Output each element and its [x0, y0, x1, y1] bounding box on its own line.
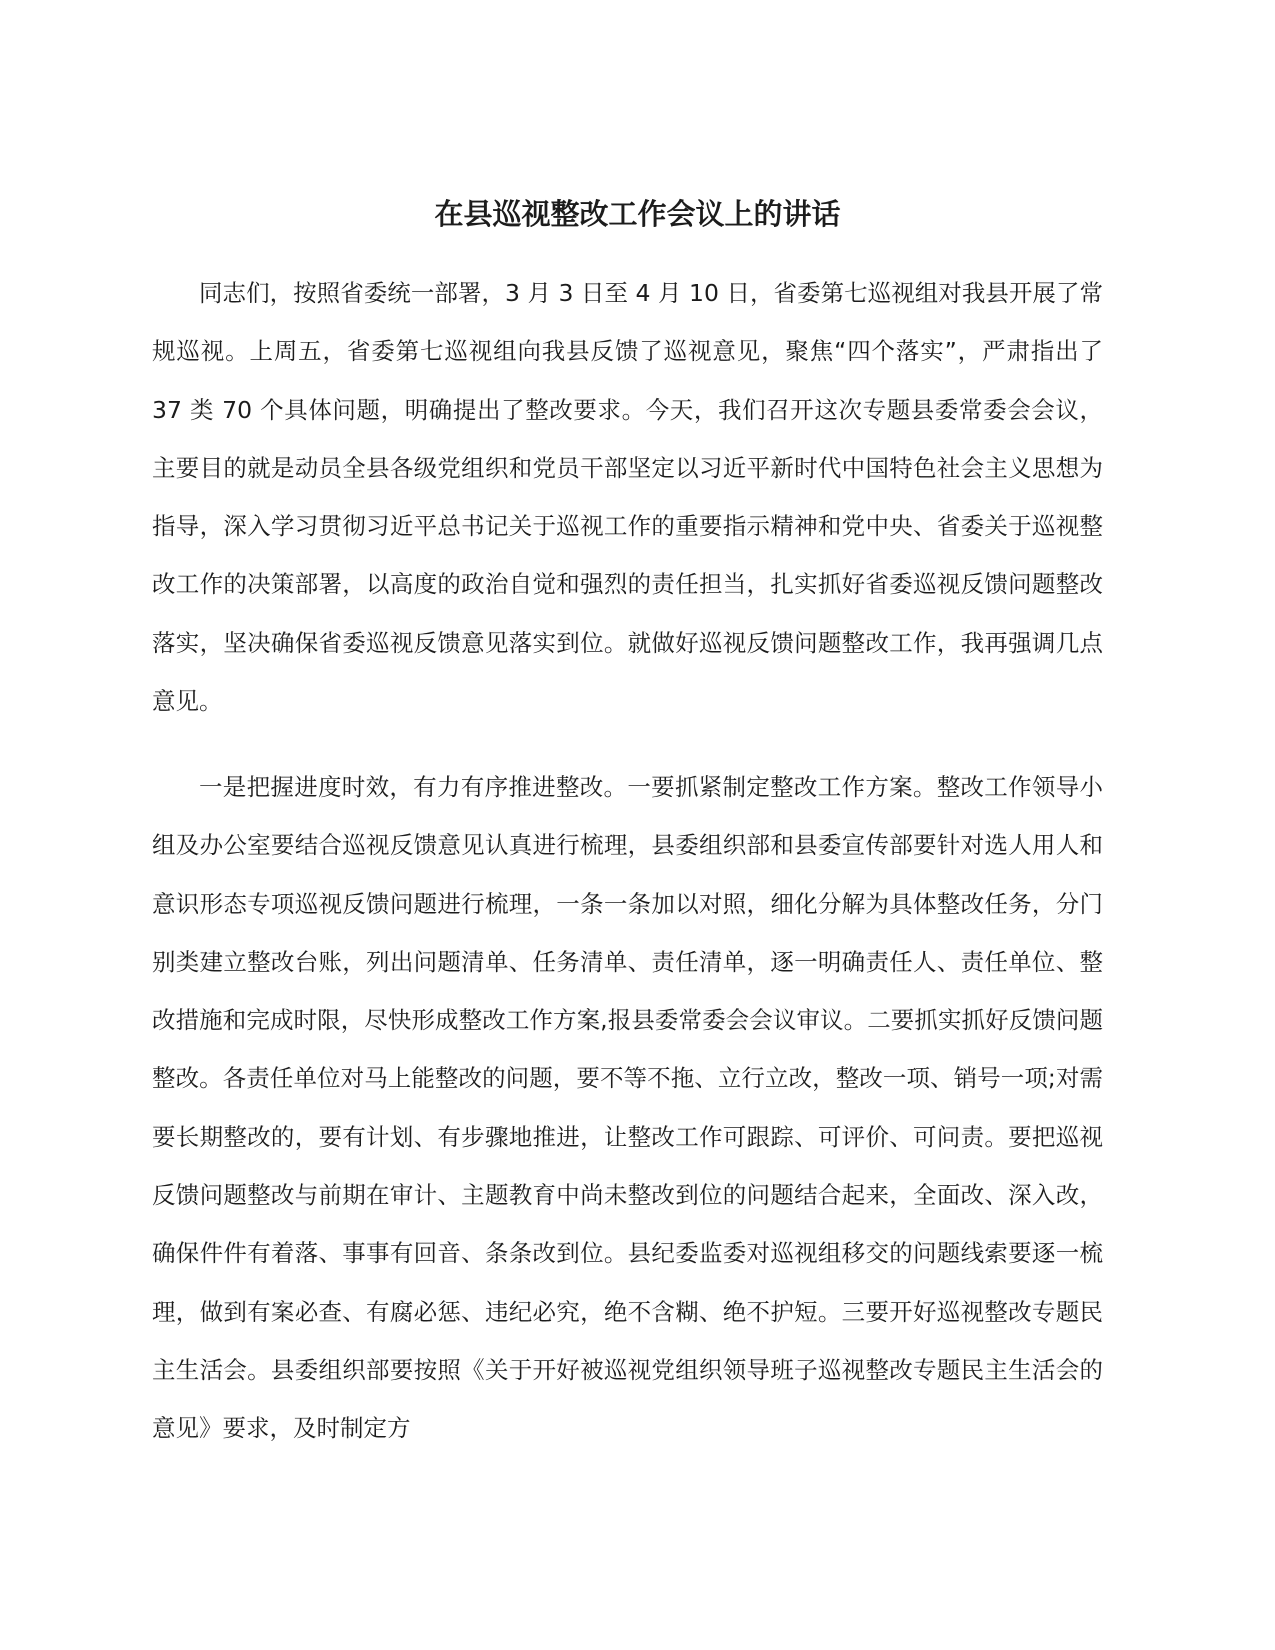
paragraph-opening: 同志们，按照省委统一部署，3 月 3 日至 4 月 10 日，省委第七巡视组对我县开展了常规巡视。上周五，省委第七巡视组向我县反馈了巡视意见，聚焦“四个落实”，严肃指出了 37 类 70 个具体问题，明确提出了整改要求。今天，我们召开这次专题县委常委会会议，主要目的就是动员全县各级党组织和党员干部坚定以习近平新时代中国特色社会主义思想为指导，深入学习贯彻习近平总书记关于巡视工作的重要指示精神和党中央、省委关于巡视整改工作的决策部署，以高度的政治自觉和强烈的责任担当，扎实抓好省委巡视反馈问题整改落实，坚决确保省委巡视反馈意见落实到位。就做好巡视反馈问题整改工作，我再强调几点意见。: [152, 279, 1103, 716]
paragraph-point-one: 一是把握进度时效，有力有序推进整改。一要抓紧制定整改工作方案。整改工作领导小组及办公室要结合巡视反馈意见认真进行梳理，县委组织部和县委宣传部要针对选人用人和意识形态专项巡视反馈问题进行梳理，一条一条加以对照，细化分解为具体整改任务，分门别类建立整改台账，列出问题清单、任务清单、责任清单，逐一明确责任人、责任单位、整改措施和完成时限，尽快形成整改工作方案,报县委常委会会议审议。二要抓实抓好反馈问题整改。各责任单位对马上能整改的问题，要不等不拖、立行立改，整改一项、销号一项;对需要长期整改的，要有计划、有步骤地推进，让整改工作可跟踪、可评价、可问责。要把巡视反馈问题整改与前期在审计、主题教育中尚未整改到位的问题结合起来，全面改、深入改，确保件件有着落、事事有回音、条条改到位。县纪委监委对巡视组移交的问题线索要逐一梳理，做到有案必查、有腐必惩、违纪必究，绝不含糊、绝不护短。三要开好巡视整改专题民主生活会。县委组织部要按照《关于开好被巡视党组织领导班子巡视整改专题民主生活会的意见》要求，及时制定方: [152, 773, 1103, 1443]
document-title: 在县巡视整改工作会议上的讲话: [434, 197, 841, 231]
